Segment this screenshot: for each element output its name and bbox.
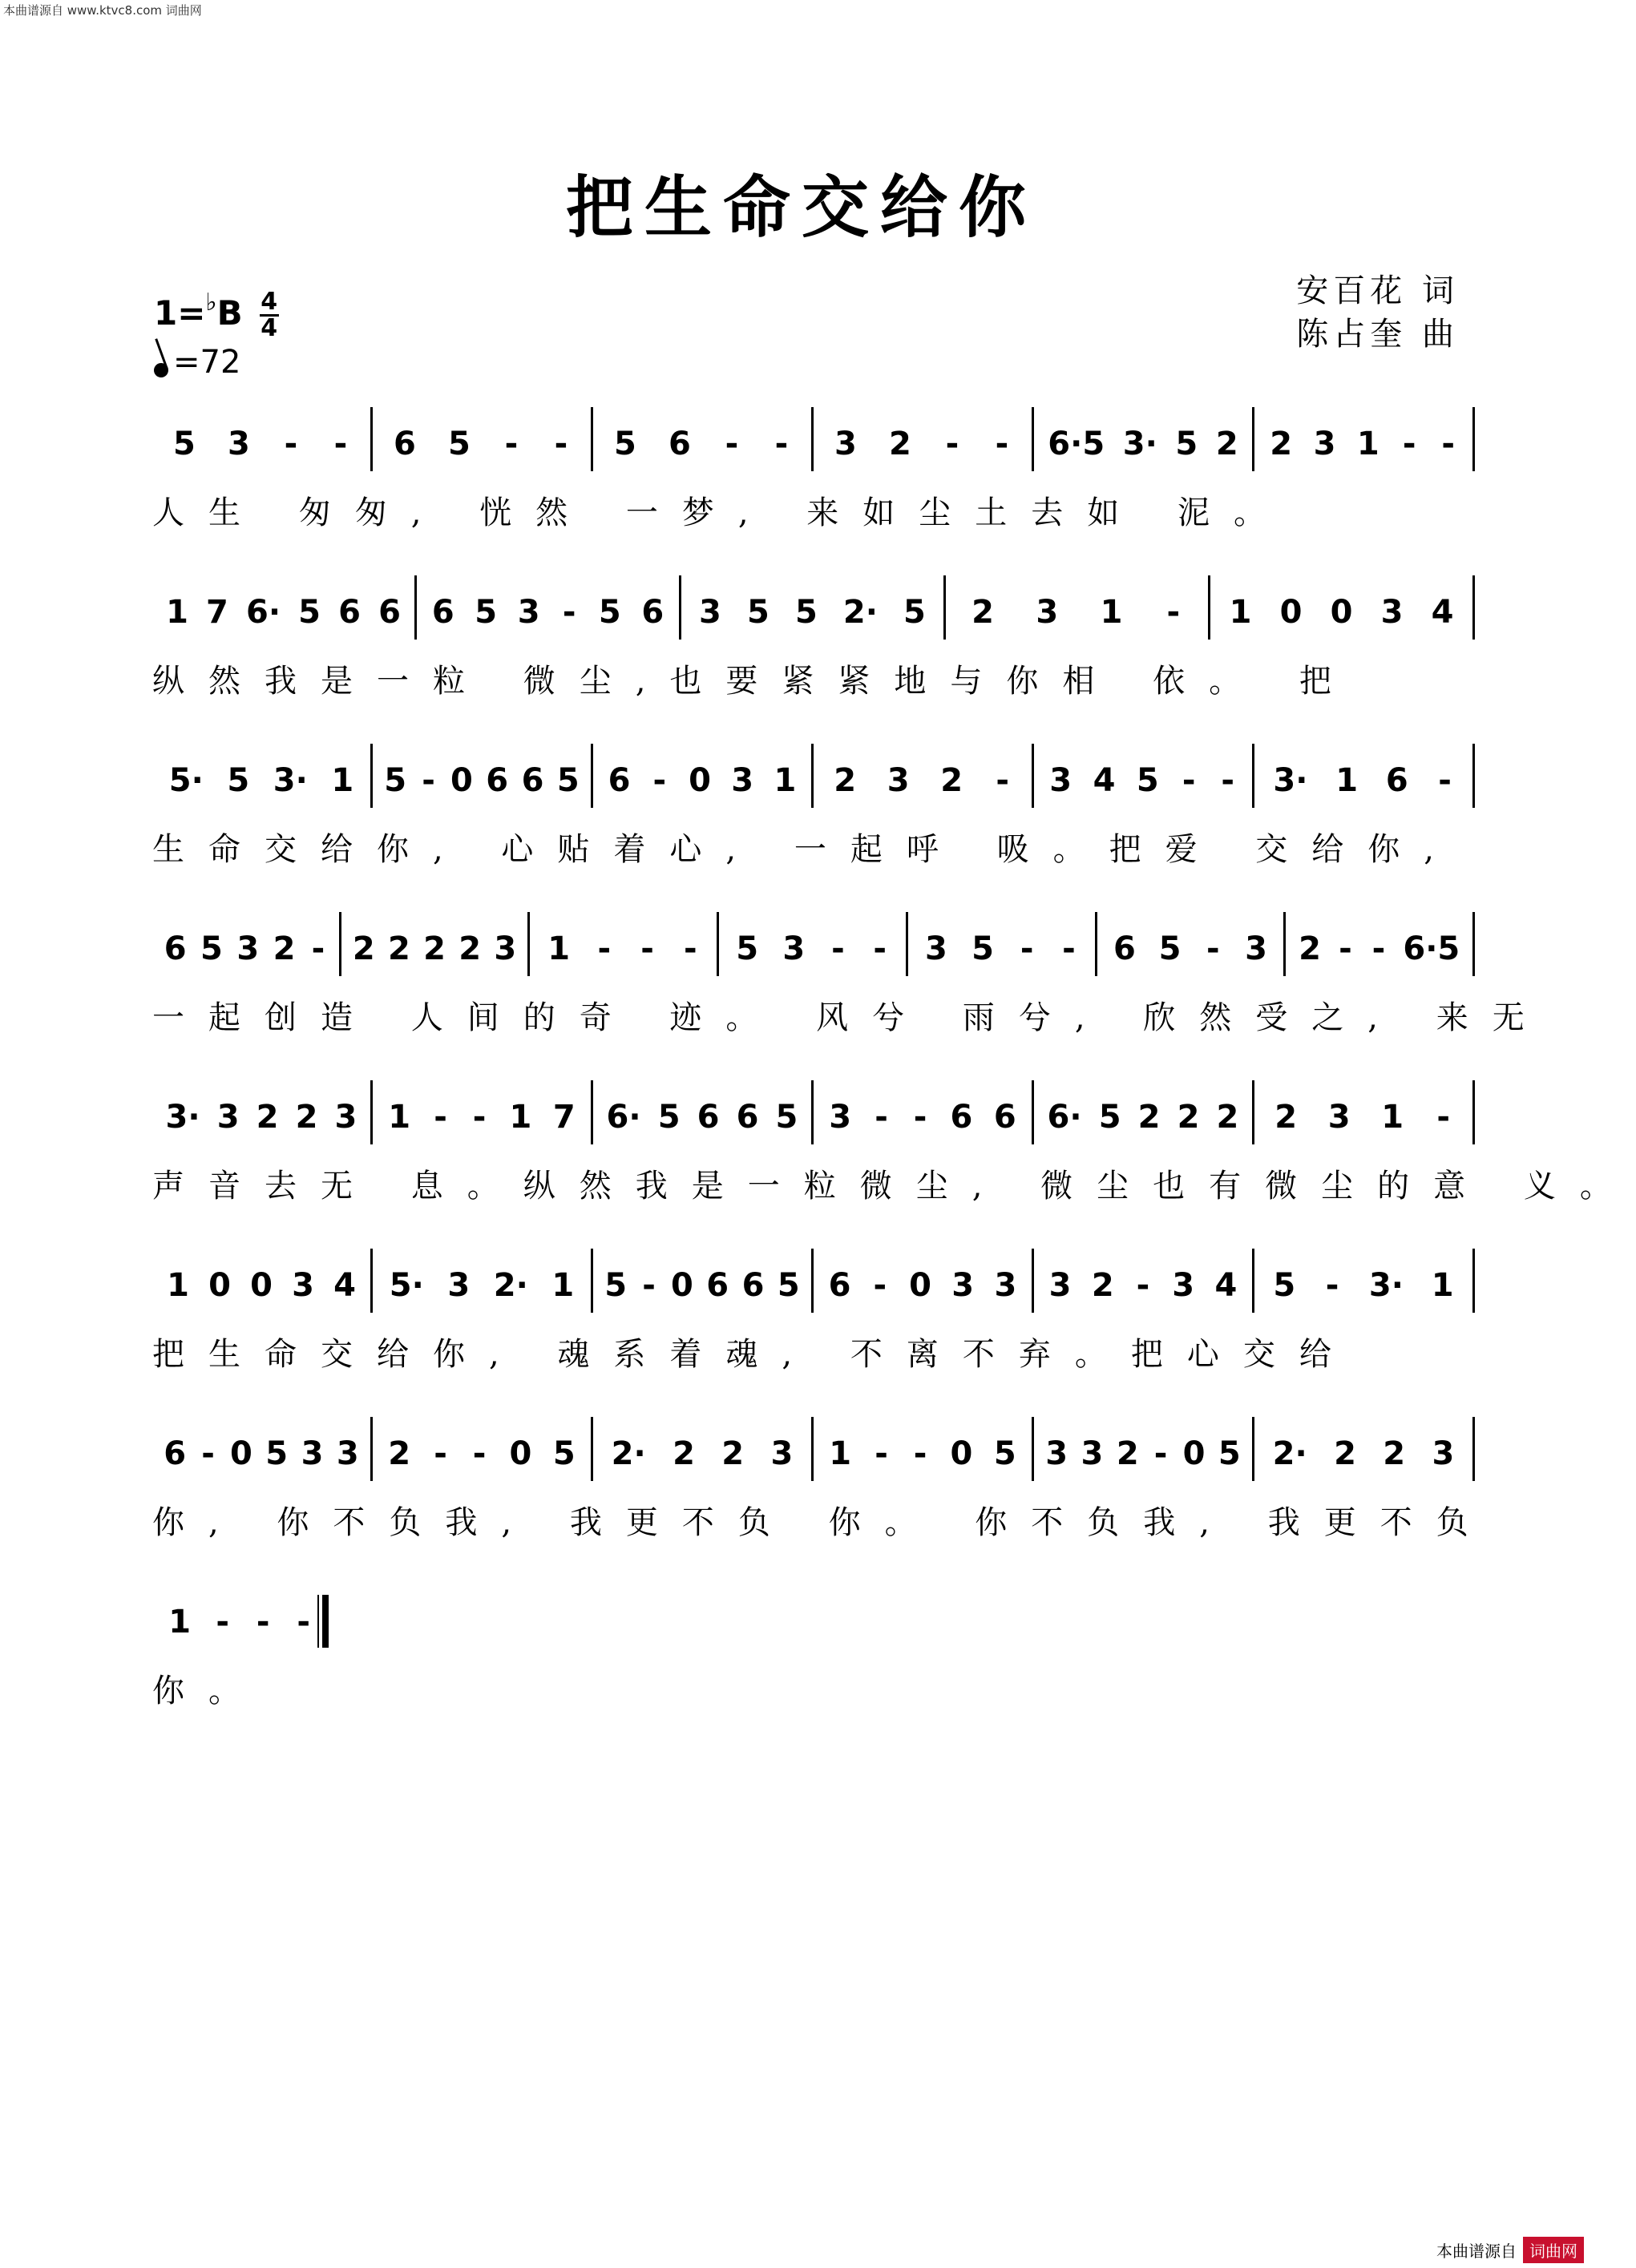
- note: 3: [301, 1435, 324, 1472]
- score-system: [152, 407, 1475, 575]
- note: 2: [972, 594, 995, 631]
- note: 6·: [1047, 1099, 1082, 1136]
- note: -: [1062, 930, 1076, 967]
- time-numerator: 4: [261, 288, 278, 316]
- note: 3·: [1368, 1267, 1404, 1304]
- measure: [1254, 1080, 1475, 1144]
- note: 1: [168, 1604, 192, 1640]
- note: 5: [1158, 930, 1182, 967]
- note: 6: [164, 930, 187, 967]
- note: 3: [227, 426, 250, 462]
- measure: [593, 407, 814, 471]
- note: 5: [604, 1267, 628, 1304]
- note: -: [1020, 930, 1034, 967]
- note: 5: [447, 426, 471, 462]
- note: 2·: [1272, 1435, 1307, 1472]
- measure: [152, 1417, 373, 1481]
- note: 2: [1091, 1267, 1114, 1304]
- watermark-bottom-text: 本曲谱源自: [1436, 2242, 1517, 2261]
- note: 5: [903, 594, 926, 631]
- note: 1: [1431, 1267, 1454, 1304]
- composer: 陈占奎 曲: [1296, 316, 1459, 353]
- note: 6: [736, 1099, 759, 1136]
- score-system: [152, 1080, 1636, 1249]
- note: 2: [1299, 930, 1321, 967]
- note: 2: [1116, 1435, 1139, 1472]
- note: 0: [1182, 1435, 1206, 1472]
- note: 6: [706, 1267, 729, 1304]
- measure: [1286, 912, 1475, 976]
- measure: [152, 912, 341, 976]
- note: 5: [736, 930, 759, 967]
- note: 3·: [165, 1099, 200, 1136]
- measure: [1034, 1249, 1254, 1313]
- note: -: [297, 1604, 310, 1640]
- note: 1: [774, 762, 797, 799]
- note: 4: [1431, 594, 1454, 631]
- measure: [152, 1585, 329, 1649]
- measure: [814, 744, 1034, 808]
- credits: [1296, 269, 1459, 356]
- notation-line: [152, 1249, 1475, 1313]
- note: 3: [447, 1267, 471, 1304]
- note: 3: [1048, 1267, 1072, 1304]
- note: 6·5: [1048, 426, 1105, 462]
- note: 3: [887, 762, 910, 799]
- note: 0: [1279, 594, 1303, 631]
- note: 0: [509, 1435, 532, 1472]
- note: 2: [721, 1435, 745, 1472]
- note: -: [256, 1604, 270, 1640]
- note: -: [831, 930, 845, 967]
- quarter-note-icon: [151, 361, 170, 379]
- note: 2: [673, 1435, 695, 1472]
- note: -: [504, 426, 519, 462]
- note: -: [284, 426, 298, 462]
- note: -: [434, 1099, 447, 1136]
- note: 6: [697, 1099, 720, 1136]
- note: -: [597, 930, 612, 967]
- note: -: [652, 762, 667, 799]
- note: 2: [1270, 426, 1293, 462]
- note: 5: [556, 762, 580, 799]
- score-system: [152, 575, 1475, 744]
- note: 1: [1335, 762, 1359, 799]
- note: 5: [200, 930, 223, 967]
- note: 0: [909, 1267, 931, 1304]
- measure: [681, 575, 946, 640]
- note: 2: [1177, 1099, 1200, 1136]
- score-system: [152, 912, 1549, 1080]
- note: -: [875, 1435, 888, 1472]
- time-signature: [260, 290, 279, 341]
- note: 1: [167, 1267, 189, 1304]
- notation-line: [152, 744, 1475, 808]
- note: -: [683, 930, 697, 967]
- note: 2: [1274, 1099, 1298, 1136]
- measure: [1034, 1080, 1254, 1144]
- note: 2: [888, 426, 911, 462]
- note: 3: [1081, 1435, 1104, 1472]
- note: 3: [699, 594, 721, 631]
- note: 7: [552, 1099, 576, 1136]
- note: 6: [394, 426, 416, 462]
- note: 3: [829, 1099, 852, 1136]
- note: 1: [1100, 594, 1123, 631]
- note: 2: [1334, 1435, 1356, 1472]
- note: 3: [782, 930, 806, 967]
- note: 5: [1218, 1435, 1241, 1472]
- note: 3: [1172, 1267, 1195, 1304]
- note: 2: [1215, 426, 1238, 462]
- note: 3: [925, 930, 947, 967]
- note: 7: [206, 594, 228, 631]
- score-system: [152, 1585, 1475, 1753]
- note: -: [1182, 762, 1196, 799]
- note: 1: [331, 762, 354, 799]
- note: 6: [486, 762, 509, 799]
- note: 5: [1136, 762, 1159, 799]
- note: -: [434, 1435, 447, 1472]
- measure: [373, 1417, 593, 1481]
- note: 5: [993, 1435, 1016, 1472]
- note: 6: [431, 594, 454, 631]
- note: 3: [336, 1435, 359, 1472]
- measure: [1254, 744, 1475, 808]
- note: 0: [208, 1267, 231, 1304]
- note: 3: [292, 1267, 314, 1304]
- measure: [1034, 1417, 1254, 1481]
- note: -: [1371, 930, 1386, 967]
- measure: [152, 1249, 373, 1313]
- note: 5: [747, 594, 770, 631]
- score-body: [152, 407, 1636, 1753]
- note: 2: [834, 762, 857, 799]
- note: 5: [1175, 426, 1198, 462]
- note: 3·: [1273, 762, 1308, 799]
- measure: [373, 744, 593, 808]
- note: -: [873, 1267, 887, 1304]
- score-system: [152, 1417, 1493, 1585]
- measure: [593, 744, 814, 808]
- note: 3: [834, 426, 857, 462]
- note: -: [1166, 594, 1181, 631]
- score-header: [154, 289, 279, 381]
- note: -: [774, 426, 789, 462]
- measure: [814, 407, 1034, 471]
- note: 2: [256, 1099, 279, 1136]
- note: 6: [741, 1267, 765, 1304]
- note: -: [913, 1435, 927, 1472]
- note: 5: [794, 594, 818, 631]
- note: -: [562, 594, 576, 631]
- measure: [152, 1080, 373, 1144]
- note: 6: [338, 594, 361, 631]
- note: 2: [352, 930, 375, 967]
- note: -: [725, 426, 739, 462]
- measure: [341, 912, 531, 976]
- note: 6·5: [1403, 930, 1460, 967]
- note: 5: [298, 594, 321, 631]
- note: 2·: [842, 594, 878, 631]
- lyrics-line: 声音去无 息。纵然我是一粒微尘, 微尘也有微尘的意 义。: [152, 1168, 1636, 1205]
- note: -: [1206, 930, 1220, 967]
- notation-line: [152, 1585, 329, 1649]
- measure: [152, 407, 373, 471]
- measure: [373, 407, 593, 471]
- note: 0: [1330, 594, 1353, 631]
- watermark-bottom: [1436, 2237, 1584, 2263]
- lyricist: 安百花 词: [1296, 272, 1459, 309]
- note: -: [1438, 762, 1452, 799]
- measure: [946, 575, 1210, 640]
- tempo-marking: [154, 344, 279, 381]
- lyrics-line: 你, 你不负我, 我更不负 你。 你不负我, 我更不负: [152, 1504, 1493, 1541]
- note: 3: [731, 762, 754, 799]
- note: 1: [1229, 594, 1252, 631]
- measure: [373, 1080, 593, 1144]
- score-system: [152, 1249, 1475, 1417]
- key-signature: [154, 289, 279, 341]
- note: 2: [388, 1435, 411, 1472]
- note: 6·: [246, 594, 281, 631]
- note: -: [216, 1604, 229, 1640]
- note: -: [945, 426, 959, 462]
- note: 3·: [1122, 426, 1157, 462]
- note: 5: [777, 1267, 800, 1304]
- lyrics-line: 把生命交给你, 魂系着魂, 不离不弃。把心交给: [152, 1336, 1355, 1373]
- note: 5·: [168, 762, 204, 799]
- key-note: B: [216, 293, 243, 333]
- notation-line: [152, 1417, 1475, 1481]
- note: 0: [450, 762, 473, 799]
- time-denominator: 4: [261, 314, 278, 342]
- note: -: [1402, 426, 1416, 462]
- note: 6: [641, 594, 664, 631]
- note: 2: [295, 1099, 318, 1136]
- note: -: [1339, 930, 1352, 967]
- note: 6: [164, 1435, 187, 1472]
- measure: [1254, 407, 1475, 471]
- note: 1: [547, 930, 571, 967]
- note: -: [1136, 1267, 1150, 1304]
- flat-symbol: ♭: [205, 289, 217, 317]
- note: 5: [1273, 1267, 1296, 1304]
- notation-line: [152, 1080, 1475, 1144]
- note: 3·: [273, 762, 308, 799]
- measure: [593, 1080, 814, 1144]
- note: 2·: [611, 1435, 646, 1472]
- note: 5·: [389, 1267, 424, 1304]
- note: 5: [614, 426, 636, 462]
- note: 5: [265, 1435, 289, 1472]
- note: 3: [1245, 930, 1267, 967]
- note: 0: [670, 1267, 693, 1304]
- notation-line: [152, 912, 1475, 976]
- measure: [1097, 912, 1287, 976]
- note: 5: [475, 594, 498, 631]
- note: -: [873, 930, 887, 967]
- note: 1: [829, 1435, 852, 1472]
- score-system: [152, 744, 1475, 912]
- note: 0: [229, 1435, 252, 1472]
- note: -: [996, 762, 1009, 799]
- note: 3: [334, 1099, 357, 1136]
- note: 6·: [606, 1099, 641, 1136]
- note: 2·: [493, 1267, 528, 1304]
- note: 3: [1327, 1099, 1351, 1136]
- note: 5: [657, 1099, 681, 1136]
- note: 3: [1432, 1435, 1455, 1472]
- measure: [814, 1417, 1034, 1481]
- note: 3: [951, 1267, 975, 1304]
- measure: [1254, 1417, 1475, 1481]
- note: 3: [517, 594, 540, 631]
- note: 6: [608, 762, 631, 799]
- lyrics-line: 一起创造 人间的奇 迹。 风兮 雨兮, 欣然受之, 来无: [152, 999, 1549, 1036]
- measure: [908, 912, 1097, 976]
- site-logo: 词曲网: [1523, 2237, 1584, 2263]
- note: -: [642, 1267, 656, 1304]
- note: 2: [940, 762, 963, 799]
- note: 2: [1137, 1099, 1161, 1136]
- note: 1: [166, 594, 188, 631]
- note: -: [640, 930, 654, 967]
- note: -: [1153, 1435, 1168, 1472]
- tempo-value: =72: [173, 344, 241, 381]
- note: 4: [1093, 762, 1116, 799]
- measure: [1034, 744, 1254, 808]
- note: -: [333, 426, 348, 462]
- note: 3: [236, 930, 260, 967]
- measure: [719, 912, 908, 976]
- note: 1: [1381, 1099, 1404, 1136]
- note: 2: [388, 930, 410, 967]
- note: -: [311, 930, 325, 967]
- note: 1: [1356, 426, 1379, 462]
- note: 3: [1313, 426, 1336, 462]
- note: 3: [770, 1435, 794, 1472]
- note: 4: [1214, 1267, 1238, 1304]
- note: 2: [1216, 1099, 1239, 1136]
- note: 3: [1380, 594, 1404, 631]
- note: 2: [1383, 1435, 1406, 1472]
- measure: [814, 1080, 1034, 1144]
- note: -: [201, 1435, 215, 1472]
- note: 1: [509, 1099, 532, 1136]
- note: 4: [333, 1267, 356, 1304]
- note: 5: [598, 594, 621, 631]
- measure: [152, 575, 417, 640]
- key-label: 1=: [154, 293, 206, 333]
- lyrics-line: 纵然我是一粒 微尘,也要紧紧地与你相 依。 把: [152, 663, 1355, 700]
- lyrics-line: 人生 匆匆, 恍然 一梦, 来如尘土去如 泥。: [152, 494, 1291, 531]
- note: -: [1441, 426, 1455, 462]
- note: 5: [227, 762, 250, 799]
- note: -: [995, 426, 1009, 462]
- note: -: [1436, 1099, 1450, 1136]
- note: 2: [423, 930, 446, 967]
- note: -: [1221, 762, 1234, 799]
- note: 3: [994, 1267, 1017, 1304]
- watermark-top: 本曲谱源自 www.ktvc8.com 词曲网: [3, 3, 202, 18]
- note: 6: [1113, 930, 1136, 967]
- notation-line: [152, 575, 1475, 640]
- note: 0: [689, 762, 711, 799]
- note: 6: [993, 1099, 1016, 1136]
- lyrics-line: 生命交给你, 心贴着心, 一起呼 吸。把爱 交给你,: [152, 831, 1459, 868]
- note: -: [875, 1099, 888, 1136]
- note: 0: [250, 1267, 273, 1304]
- note: 6: [378, 594, 401, 631]
- note: 5: [384, 762, 407, 799]
- lyrics-line: 你。: [152, 1673, 265, 1709]
- note: 5: [1098, 1099, 1121, 1136]
- measure: [814, 1249, 1034, 1313]
- note: 5: [972, 930, 994, 967]
- note: 6: [1385, 762, 1408, 799]
- notation-line: [152, 407, 1475, 471]
- note: 5: [173, 426, 196, 462]
- measure: [530, 912, 719, 976]
- note: 1: [551, 1267, 575, 1304]
- note: 5: [775, 1099, 798, 1136]
- measure: [593, 1249, 814, 1313]
- note: 3: [1045, 1435, 1068, 1472]
- note: 2: [458, 930, 482, 967]
- note: 3: [216, 1099, 240, 1136]
- note: 0: [950, 1435, 973, 1472]
- measure: [1210, 575, 1475, 640]
- note: 6: [668, 426, 691, 462]
- measure: [417, 575, 681, 640]
- note: -: [913, 1099, 927, 1136]
- measure: [152, 744, 373, 808]
- note: -: [472, 1435, 487, 1472]
- measure: [373, 1249, 593, 1313]
- note: 6: [521, 762, 544, 799]
- note: 3: [1049, 762, 1072, 799]
- measure: [1254, 1249, 1475, 1313]
- note: -: [554, 426, 568, 462]
- song-title: 把生命交给你: [565, 167, 1037, 247]
- note: -: [422, 762, 435, 799]
- note: 6: [828, 1267, 851, 1304]
- note: 3: [1036, 594, 1059, 631]
- note: -: [1325, 1267, 1339, 1304]
- measure: [1034, 407, 1254, 471]
- note: 1: [388, 1099, 411, 1136]
- measure: [593, 1417, 814, 1481]
- note: 2: [273, 930, 296, 967]
- note: -: [472, 1099, 487, 1136]
- note: 3: [494, 930, 517, 967]
- note: 5: [552, 1435, 576, 1472]
- note: 6: [950, 1099, 973, 1136]
